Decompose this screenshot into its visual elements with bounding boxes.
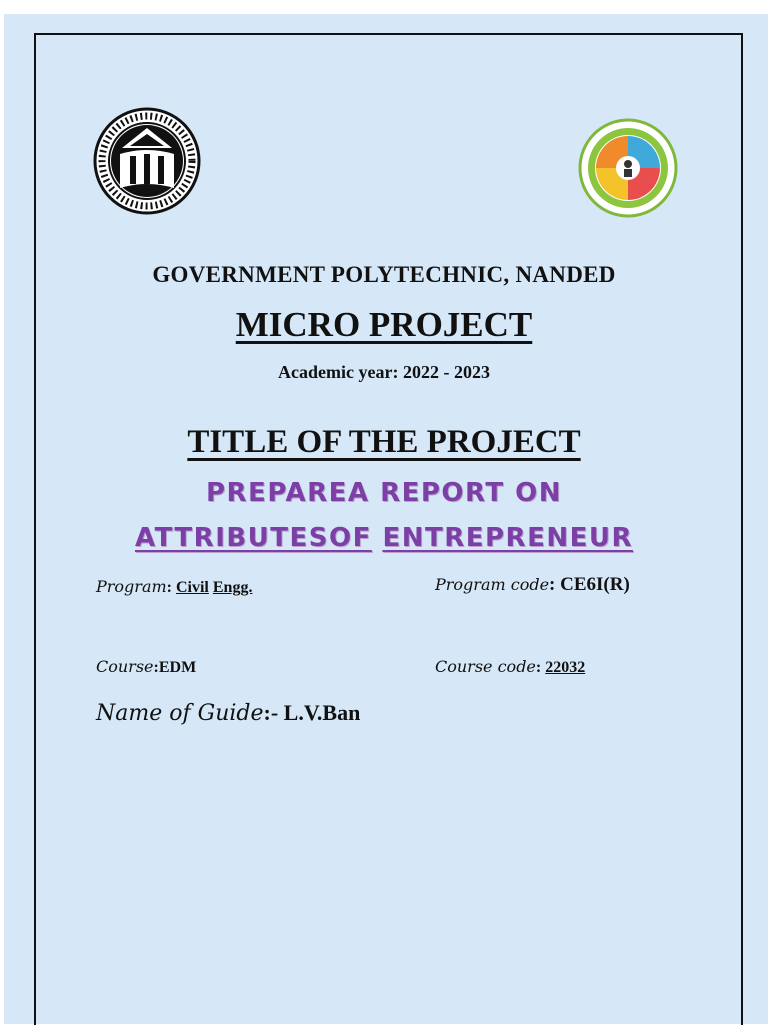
course-code-field: Course code: 22032 (435, 657, 586, 676)
guide-field: Name of Guide:- L.V.Ban (96, 700, 361, 726)
program-value-engg: Engg. (212, 579, 253, 596)
course-value: EDM (158, 659, 197, 676)
academic-year: Academic year: 2022 - 2023 (278, 362, 490, 382)
program-code-label: Program code (435, 575, 550, 594)
course-code-label: Course code (435, 657, 536, 676)
project-title-word-entrepreneur: ENTREPRENEUR (382, 523, 633, 553)
program-code-field: Program code: CE6I(R) (435, 574, 630, 595)
document-type: MICRO PROJECT (235, 305, 533, 344)
institute-name: GOVERNMENT POLYTECHNIC, NANDED (152, 262, 616, 287)
guide-label: Name of Guide (96, 701, 264, 726)
msbte-seal-icon (92, 106, 202, 216)
project-title-word-attributes: ATTRIBUTESOF (135, 523, 372, 553)
polytechnic-gear-emblem-icon (578, 118, 678, 218)
title-heading: TITLE OF THE PROJECT (187, 424, 581, 460)
program-value-civil: Civil (175, 579, 209, 596)
course-field: Course:EDM (96, 657, 197, 676)
guide-value: L.V.Ban (283, 700, 361, 725)
project-title-line-1: PREPAREA REPORT ON (205, 478, 563, 508)
program-code-value: CE6I(R) (560, 574, 630, 595)
course-label: Course (96, 657, 154, 676)
course-code-value: 22032 (545, 659, 586, 676)
program-label: Program (96, 577, 167, 596)
project-title-line-2 (0, 523, 768, 553)
program-field: Program: Civil Engg. (96, 577, 253, 596)
